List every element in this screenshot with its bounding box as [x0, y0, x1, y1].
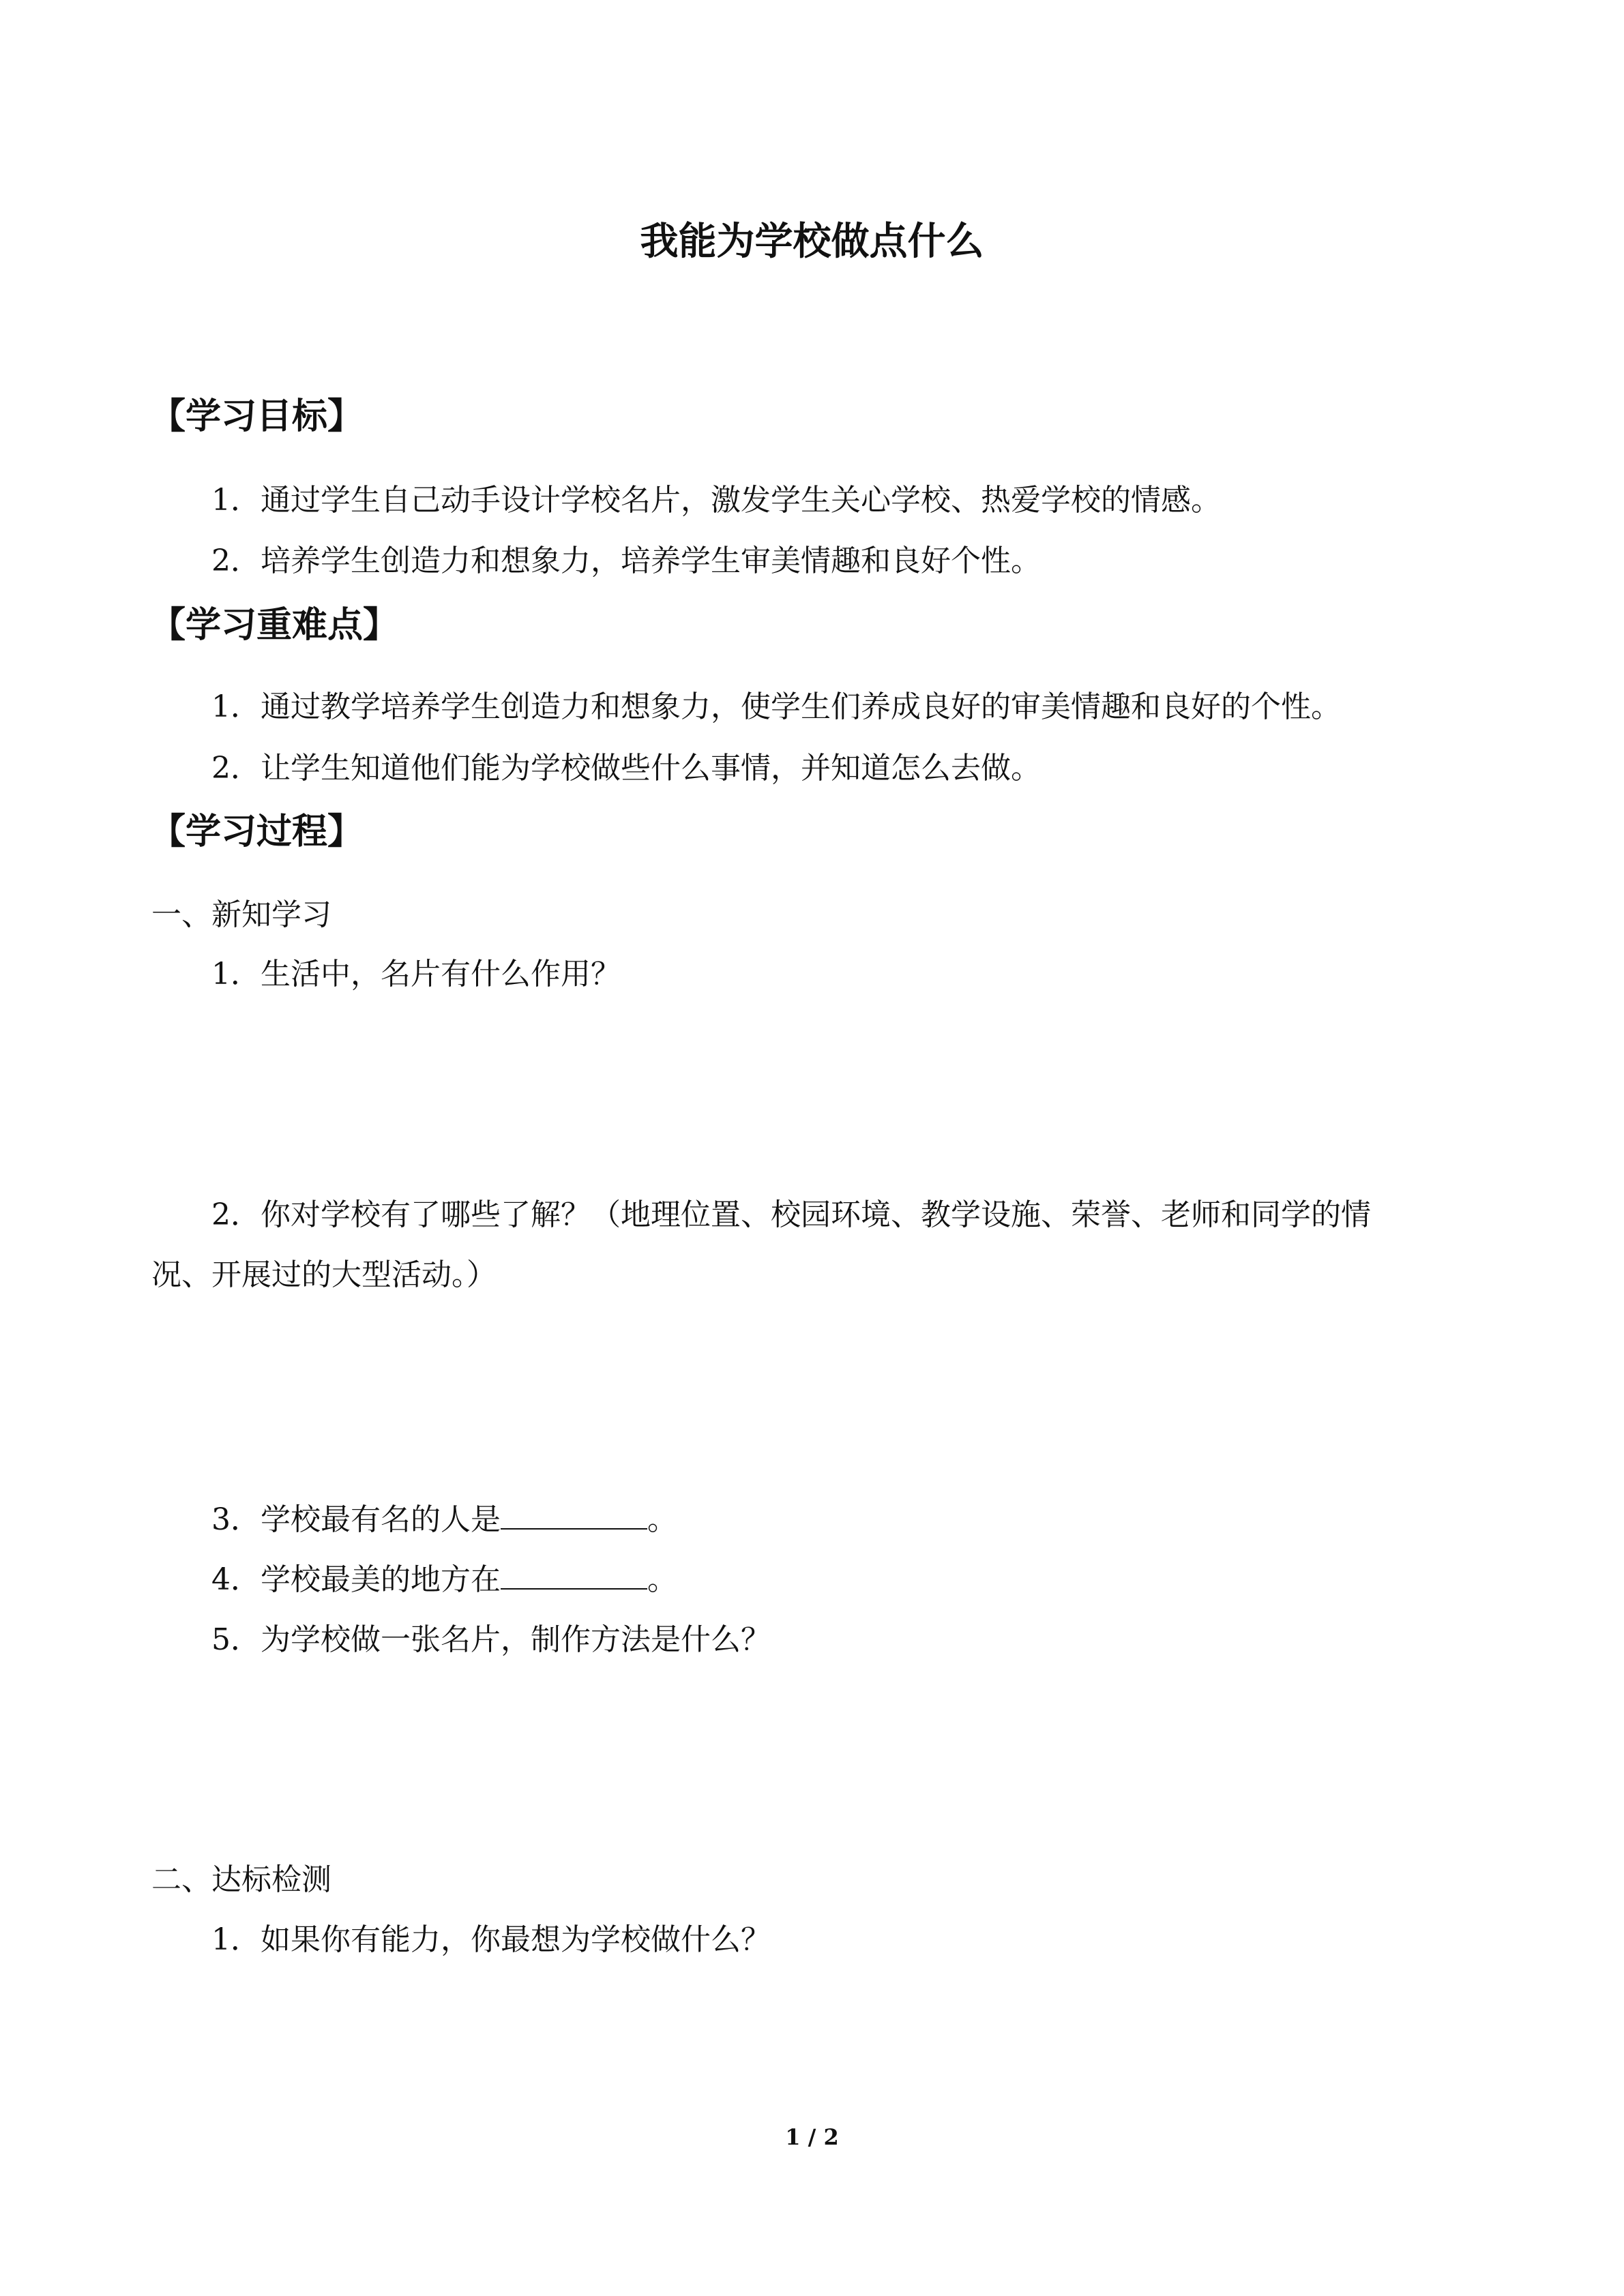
question-4	[211, 1555, 677, 1598]
question-3-prefix: 3．学校最有名的人是	[211, 1502, 501, 1537]
section-1-title: 一、新知学习	[151, 897, 331, 932]
keypoint-item-1: 1．通过教学培养学生创造力和想象力，使学生们养成良好的审美情趣和良好的个性。	[211, 689, 1341, 724]
question-4-blank[interactable]	[501, 1561, 647, 1590]
test-question-1: 1．如果你有能力，你最想为学校做什么？	[211, 1922, 771, 1957]
goals-heading: 【学习目标】	[150, 396, 364, 437]
goal-item-2: 2．培养学生创造力和想象力，培养学生审美情趣和良好个性。	[211, 543, 1041, 578]
question-1: 1．生活中，名片有什么作用？	[211, 957, 621, 992]
question-3-blank[interactable]	[501, 1501, 647, 1530]
page-number: 1 / 2	[785, 2124, 839, 2150]
question-4-suffix: 。	[647, 1562, 677, 1597]
question-3	[211, 1495, 677, 1538]
keypoints-heading: 【学习重难点】	[150, 605, 399, 646]
question-3-suffix: 。	[647, 1502, 677, 1537]
section-2-title: 二、达标检测	[151, 1862, 331, 1897]
keypoint-item-2: 2．让学生知道他们能为学校做些什么事情，并知道怎么去做。	[211, 751, 1041, 786]
goal-item-1: 1．通过学生自己动手设计学校名片，激发学生关心学校、热爱学校的情感。	[211, 483, 1221, 518]
question-5: 5．为学校做一张名片，制作方法是什么？	[211, 1622, 771, 1657]
question-4-prefix: 4．学校最美的地方在	[211, 1562, 501, 1597]
question-2-line-1: 2．你对学校有了哪些了解？（地理位置、校园环境、教学设施、荣誉、老师和同学的情	[211, 1197, 1371, 1232]
page-title: 我能为学校做点什么	[640, 220, 984, 264]
process-heading: 【学习过程】	[150, 811, 364, 852]
question-2-line-2: 况、开展过的大型活动。）	[151, 1257, 497, 1292]
